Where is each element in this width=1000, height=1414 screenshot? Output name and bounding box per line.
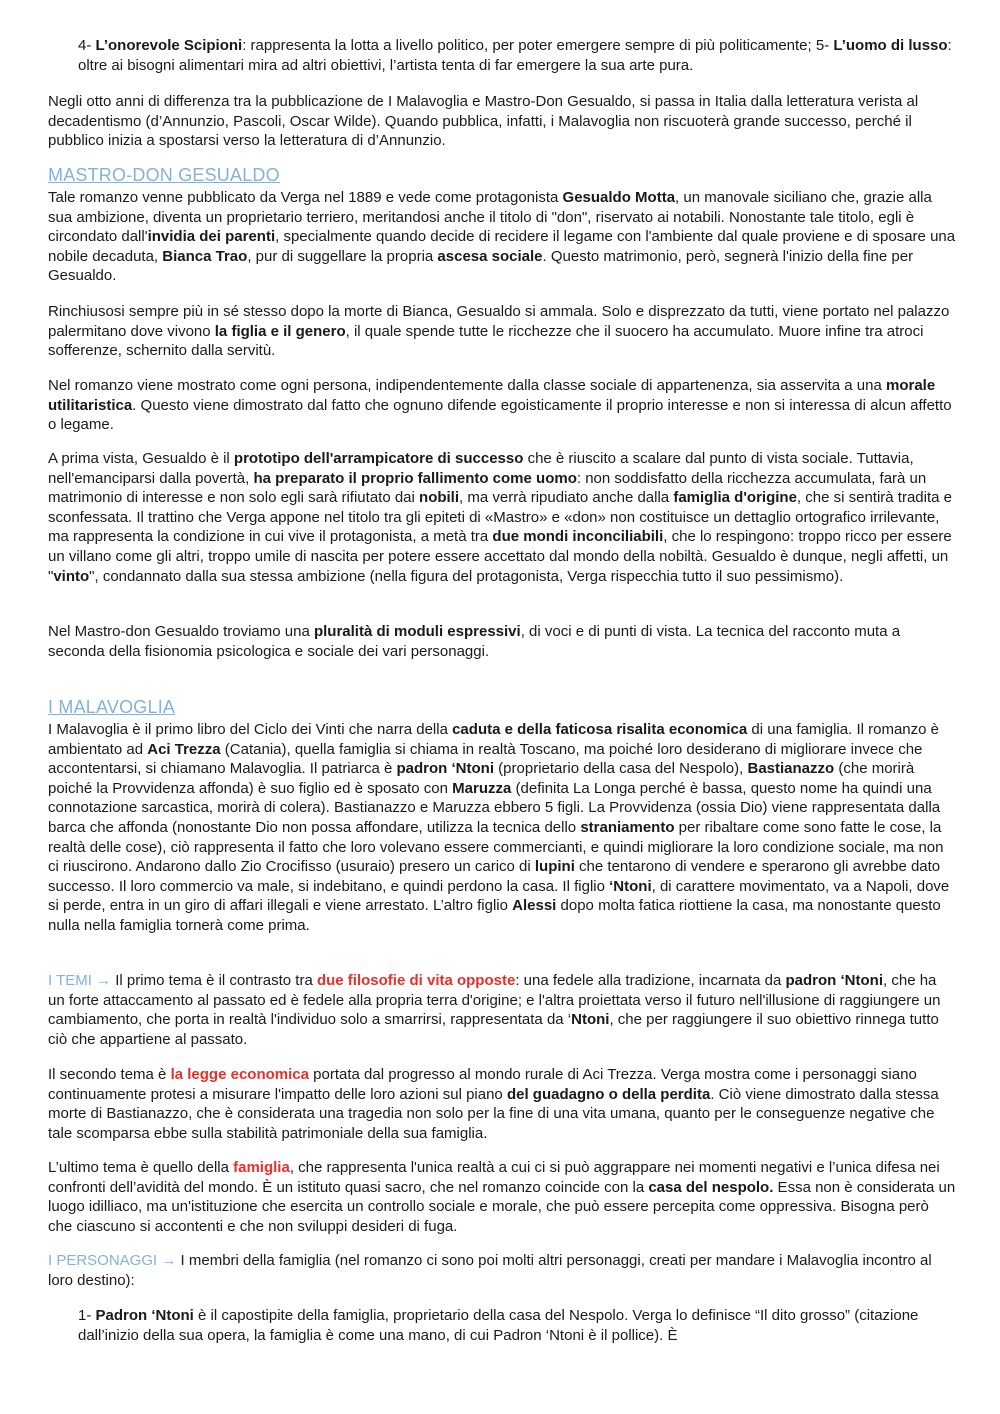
paragraph — [48, 1065, 956, 1143]
highlight-term: famiglia — [233, 1159, 290, 1176]
bold-term: Gesualdo Motta — [562, 189, 676, 206]
bold-term: Ntoni — [571, 1011, 610, 1029]
bold-term: ‘Ntoni — [609, 877, 652, 895]
bold-term: casa del nespolo. — [648, 1178, 774, 1196]
themes-paragraph — [48, 971, 956, 1049]
text-run: : una fedele alla tradizione, incarnata da — [515, 972, 786, 989]
text-run: , un manovale siciliano che, grazie alla sua ambizione, diventa un proprietario terriero, meritandosi anche il titolo di "don", riservato ai notabili. Nonostante tale titolo, egli è circondato dall' — [48, 189, 932, 246]
paragraph — [48, 302, 956, 361]
text-run: è il capostipite della famiglia, proprietario della casa del Nespolo. Verga lo definisce “Il dito grosso” (citazione dall’inizio della sua opera, la famiglia è come una mano, di cui Padron ‘Ntoni è il pollice). È — [78, 1307, 919, 1344]
text-run: , che lo respingono: troppo ricco per essere un villano come gli altri, troppo umile di nascita per potere essere accettato dal mondo della nobiltà. Gesualdo è dunque, negli affetti, un " — [48, 528, 952, 585]
bold-term: ha preparato il proprio fallimento come uomo — [253, 469, 577, 487]
text-run: , specialmente quando decide di recidere il legame con l'ambiente dal quale proviene e di sposare una nobile decaduta, — [48, 228, 956, 265]
bold-term: padron ‘Ntoni — [396, 760, 495, 778]
paragraph — [48, 188, 956, 286]
text-run: Il secondo tema è — [48, 1066, 171, 1083]
text-run: Rinchiusosi sempre più in sé stesso dopo la morte di Bianca, Gesualdo si ammala. Solo e disprezzato da tutti, viene portato nel palazzo palermitano dove vivono — [48, 303, 950, 340]
list-number: 1- — [78, 1307, 92, 1324]
paragraph — [48, 720, 956, 936]
bold-term: Padron ‘Ntoni — [95, 1307, 194, 1324]
text-run: per ribaltare come sono fatte le cose, la realtà delle cose), ciò rappresenta il fatto che loro volevano essere commercianti, e quindi migliorare la loro condizione sociale, ma non ci riuscirono. Andarono dallo Zio Crocifisso (usuraio) presero un carico di — [48, 818, 944, 876]
bold-term: lupini — [534, 858, 575, 876]
bold-term: Aci Trezza — [147, 740, 221, 758]
highlight-term: due filosofie di vita opposte — [316, 972, 516, 989]
text-run: che tentarono di vendere e sperarono gli avrebbe dato successo. Il loro commercio va male, si indebitano, e quindi perdono la casa. Il figlio — [48, 858, 941, 895]
bold-term: nobili — [419, 489, 460, 507]
bold-term: straniamento — [580, 818, 675, 836]
text-run: Nel romanzo viene mostrato come ogni persona, indipendentemente dalla classe sociale di appartenenza, sia asservita a una — [48, 377, 886, 394]
bold-term: la figlia e il genero — [214, 322, 346, 340]
text-run: . Questo viene dimostrato dal fatto che ognuno difende egoisticamente il proprio interesse e non si interessa di alcun affetto o legame. — [48, 396, 952, 434]
bold-term: ascesa sociale — [437, 247, 543, 265]
text-run: Nel Mastro-don Gesualdo troviamo una — [48, 623, 314, 640]
bold-term: morale utilitaristica — [48, 377, 936, 414]
bold-term: del guadagno o della perdita — [506, 1085, 711, 1103]
text-run: che è riuscito a scalare dal punto di vista sociale. Tuttavia, nell'emanciparsi dalla povertà, — [48, 450, 914, 487]
text-run: Essa non è considerata un luogo idilliaco, ma un'istituzione che esercita un controllo sociale e morale, che può essere percepita come oppressiva. Bisogna però che ciascuno si accontenti e che non sviluppi desideri di fuga. — [48, 1178, 956, 1235]
bold-term: Maruzza — [452, 779, 512, 797]
text-run: ", condannato dalla sua stessa ambizione (nella figura del protagonista, Verga rispecchia tutto il suo pessimismo). — [89, 567, 844, 585]
bold-term: pluralità di moduli espressivi — [313, 623, 521, 640]
text-run: : oltre ai bisogni alimentari mira ad altri obiettivi, l’artista tenta di far emergere la sua arte pura. — [78, 37, 952, 74]
text-run: , che ha un forte attaccamento al passato ed è fedele alla propria terra d'origine; e l'altra proiettata verso il futuro nell'illusione di raggiungere un cambiamento, che porta in realtà l'individuo solo a smarrirsi, rappresentata da ‘ — [48, 972, 941, 1029]
text-run: Tale romanzo venne pubblicato da Verga nel 1889 e vede come protagonista — [48, 189, 563, 206]
text-run: Il primo tema è il contrasto tra — [111, 972, 317, 989]
text-run: , che si sentirà tradita e sconfessata. Il trattino che Verga appone nel titolo tra gli epiteti di «Mastro» e «don» non costituisce un dettaglio ortografico irrilevante, ma rappresenta la condizione in cui vive il protagonista, a metà tra — [48, 489, 952, 546]
section-heading-i-malavoglia: I MALAVOGLIA — [48, 697, 176, 717]
text-run: (definita La Longa perché è bassa, questo nome ha quindi una connotazione sarcastica, morirà di colera). Bastianazzo e Maruzza ebbero 5 figli. La Provvidenza (ossia Dio) viene rappresentata dalla barca che affonda (nonostante Dio non possa affondare, utilizza la tecnica dello — [48, 779, 941, 836]
text-run: I Malavoglia è il primo libro del Ciclo dei Vinti che narra della — [48, 721, 453, 738]
bold-term: due mondi inconciliabili — [492, 528, 664, 546]
bold-term: invidia dei parenti — [147, 228, 276, 246]
section-heading-mastro-don-gesualdo: MASTRO-DON GESUALDO — [48, 165, 280, 185]
text-run: I membri della famiglia (nel romanzo ci sono poi molti altri personaggi, creati per mandare i Malavoglia incontro al loro destino): — [48, 1252, 932, 1289]
list-item-1 — [78, 1306, 956, 1345]
paragraph — [48, 376, 956, 435]
bold-term: L’onorevole Scipioni — [95, 37, 243, 54]
text-run: (proprietario della casa del Nespolo), — [494, 760, 748, 778]
text-run: , di voci e di punti di vista. La tecnica del racconto muta a seconda della fisionomia psicologica e sociale dei vari personaggi. — [48, 623, 901, 660]
text-run: . Questo matrimonio, però, segnerà l'inizio della fine per Gesualdo. — [48, 247, 914, 285]
characters-paragraph — [48, 1251, 956, 1290]
text-run: di una famiglia. Il romanzo è ambientato ad — [48, 721, 939, 758]
text-run: (che morirà poiché la Provvidenza affonda) è suo figlio ed è sposato con — [48, 760, 915, 797]
paragraph — [48, 622, 956, 661]
themes-label: I TEMI → — [48, 972, 112, 989]
text-run: , di carattere movimentato, va a Napoli, dove si perde, entra in un giro di affari illegali e viene arrestato. L’altro figlio — [48, 877, 950, 915]
bold-term: Alessi — [512, 897, 557, 915]
text-run: . Ciò viene dimostrato dalla stessa morte di Bastianazzo, che è considerata una tragedia non solo per la fine di una vita umana, quanto per le conseguenze negative che tale scomparsa ebbe sulla stabilità patrimoniale della sua famiglia. — [48, 1085, 939, 1142]
text-run: A prima vista, Gesualdo è il — [48, 450, 234, 467]
bold-term: L’uomo di lusso — [833, 37, 948, 54]
bold-term: Bastianazzo — [747, 760, 835, 778]
paragraph — [48, 1158, 956, 1236]
bold-term: Bianca Trao — [162, 247, 248, 265]
bold-term: caduta e della faticosa risalita economica — [452, 721, 748, 738]
intro-paragraph — [48, 92, 956, 151]
text-run: portata dal progresso al mondo rurale di Aci Trezza. Verga mostra come i personaggi siano continuamente protesi a misurare l'impatto delle loro azioni sul piano — [48, 1066, 917, 1103]
text-run: : rappresenta la lotta a livello politico, per poter emergere sempre di più politicamente; 5- — [242, 37, 830, 54]
text-run: , il quale spende tutte le ricchezze che il suocero ha accumulato. Muore infine tra atroci sofferenze, schernito dalla servitù. — [48, 322, 924, 360]
text-run: , pur di suggellare la propria — [247, 247, 438, 265]
text-run: , che rappresenta l'unica realtà a cui ci si può aggrappare nei momenti negativi e l’unica difesa nei confronti dell’avidità del mondo. È un istituto quasi sacro, che nel romanzo coincide con la — [48, 1159, 940, 1196]
bold-term: famiglia d'origine — [673, 489, 797, 507]
highlight-term: la legge economica — [170, 1066, 309, 1083]
text-run: , ma verrà ripudiato anche dalla — [459, 489, 674, 507]
bold-term: padron ‘Ntoni — [785, 972, 884, 989]
list-item-4-5 — [78, 36, 956, 75]
text-run: , che per raggiungere il suo obiettivo rinnega tutto ciò che appartiene al passato. — [48, 1011, 939, 1048]
text-run: Negli otto anni di differenza tra la pubblicazione de I Malavoglia e Mastro-Don Gesualdo, si passa in Italia dalla letteratura verista al decadentismo (d’Annunzio, Pascoli, Oscar Wilde). Quando pubblica, infatti, i Malavoglia non riscuoterà grande successo, perché il pubblico inizia a spostarsi verso la letteratura di d’Annunzio. — [48, 93, 919, 150]
bold-term: vinto — [53, 567, 90, 585]
characters-label: I PERSONAGGI → — [48, 1252, 177, 1269]
text-run: L’ultimo tema è quello della — [48, 1159, 234, 1176]
paragraph — [48, 449, 956, 586]
list-number: 4- — [78, 37, 92, 54]
text-run: : non soddisfatto della ricchezza accumulata, farà un matrimonio di interesse e non solo egli sarà rifiutato dai — [48, 469, 927, 507]
text-run: dopo molta fatica riottiene la casa, ma nonostante questo nulla nella famiglia tornerà come prima. — [48, 897, 941, 934]
text-run: (Catania), quella famiglia si chiama in realtà Toscano, ma poiché loro desiderano di migliorare invece che accontentarsi, si chiamano Malavoglia. Il patriarca è — [48, 740, 923, 778]
bold-term: prototipo dell'arrampicatore di successo — [233, 450, 524, 467]
